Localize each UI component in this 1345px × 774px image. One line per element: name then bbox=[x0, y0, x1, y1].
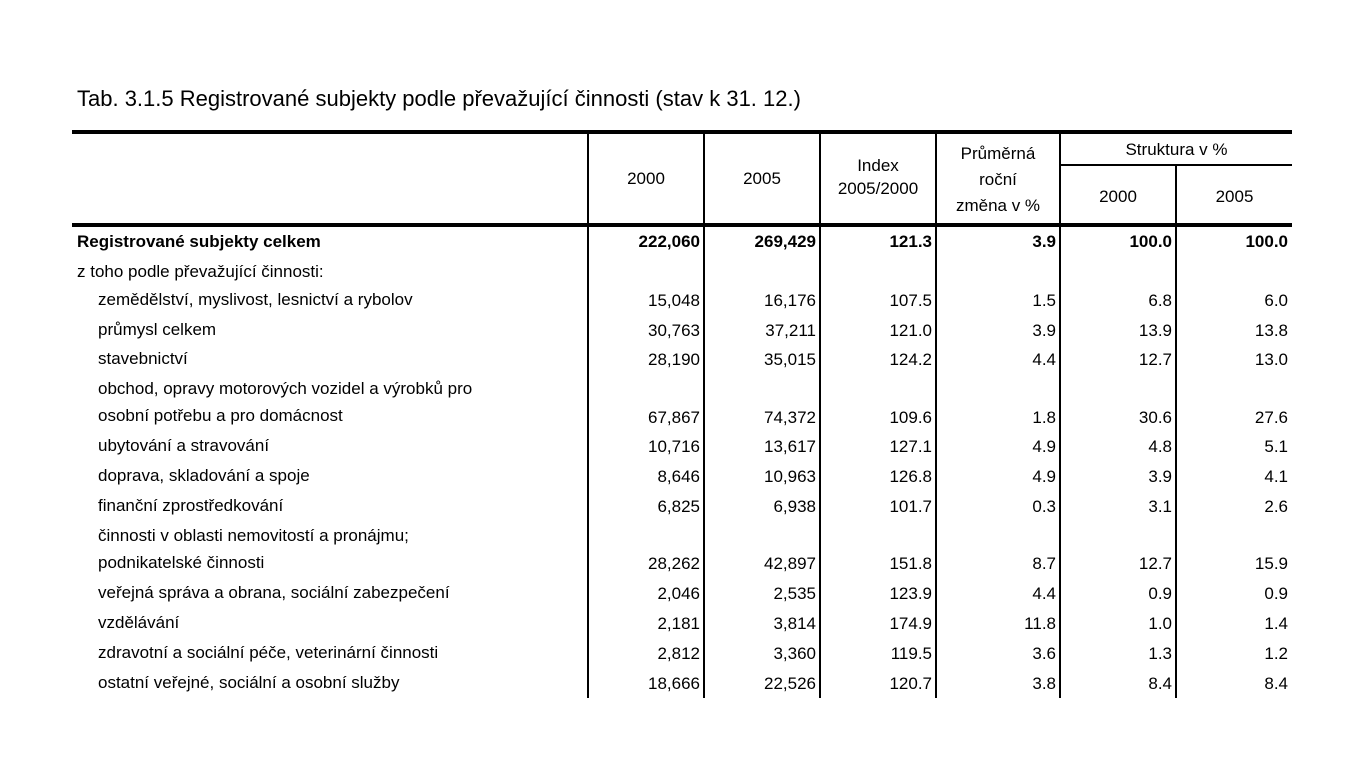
header-index bbox=[821, 154, 935, 200]
value-2000: 30,763 bbox=[648, 321, 700, 340]
value-structure-2000: 12.7 bbox=[1138, 554, 1172, 573]
value-structure-2005: 15.9 bbox=[1254, 554, 1288, 573]
value-2005: 37,211 bbox=[765, 321, 816, 340]
value-2000: 8,646 bbox=[657, 467, 700, 486]
row-label-line1: obchod, opravy motorových vozidel a výrobků pro bbox=[98, 379, 473, 398]
value-structure-2005: 1.4 bbox=[1264, 614, 1288, 633]
value-2000: 28,190 bbox=[648, 350, 700, 369]
value-avg-change: 4.4 bbox=[1032, 350, 1056, 369]
value-structure-2005: 0.9 bbox=[1264, 584, 1288, 603]
value-avg-change: 4.9 bbox=[1032, 437, 1056, 456]
value-structure-2000: 12.7 bbox=[1138, 350, 1172, 369]
header-avg-line1: Průměrná bbox=[960, 144, 1036, 163]
value-structure-2005: 4.1 bbox=[1264, 467, 1288, 486]
value-2000: 15,048 bbox=[648, 291, 700, 310]
value-2005: 6,938 bbox=[773, 497, 816, 516]
value-2005: 42,897 bbox=[764, 554, 816, 573]
value-2005: 3,814 bbox=[773, 614, 816, 633]
total-label: Registrované subjekty celkem bbox=[77, 232, 321, 251]
value-2005: 16,176 bbox=[764, 291, 816, 310]
table-title: Tab. 3.1.5 Registrované subjekty podle převažující činnosti (stav k 31. 12.) bbox=[77, 86, 801, 111]
value-avg-change: 1.5 bbox=[1032, 291, 1056, 310]
row-label: podnikatelské činnosti bbox=[98, 553, 265, 572]
value-avg-change: 3.8 bbox=[1032, 674, 1056, 693]
value-structure-2000: 0.9 bbox=[1148, 584, 1172, 603]
header-index-line2: 2005/2000 bbox=[837, 179, 919, 198]
value-2000: 6,825 bbox=[657, 497, 700, 516]
value-avg-change: 11.8 bbox=[1024, 614, 1056, 633]
value-index: 101.7 bbox=[889, 497, 932, 516]
total-2000: 222,060 bbox=[638, 232, 700, 251]
col-divider-6 bbox=[1175, 166, 1177, 698]
value-structure-2005: 5.1 bbox=[1264, 437, 1288, 456]
value-2000: 2,046 bbox=[657, 584, 700, 603]
col-divider-5 bbox=[1059, 134, 1061, 698]
value-index: 123.9 bbox=[889, 584, 932, 603]
value-structure-2005: 13.8 bbox=[1254, 321, 1288, 340]
value-2005: 13,617 bbox=[764, 437, 816, 456]
value-index: 127.1 bbox=[889, 437, 932, 456]
value-structure-2005: 2.6 bbox=[1264, 497, 1288, 516]
row-label: osobní potřebu a pro domácnost bbox=[98, 406, 343, 425]
header-avg-line2: roční bbox=[979, 170, 1017, 189]
value-index: 109.6 bbox=[889, 408, 932, 427]
value-structure-2000: 4.8 bbox=[1148, 437, 1172, 456]
value-structure-2000: 8.4 bbox=[1148, 674, 1172, 693]
subtitle: z toho podle převažující činnosti: bbox=[77, 262, 324, 281]
value-structure-2000: 30.6 bbox=[1138, 408, 1172, 427]
header-bottom-rule bbox=[72, 223, 1292, 227]
value-2000: 10,716 bbox=[648, 437, 700, 456]
total-2005: 269,429 bbox=[754, 232, 816, 251]
value-2000: 2,812 bbox=[657, 644, 700, 663]
value-2000: 18,666 bbox=[648, 674, 700, 693]
row-label: veřejná správa a obrana, sociální zabezpečení bbox=[98, 583, 450, 602]
value-structure-2000: 13.9 bbox=[1138, 321, 1172, 340]
header-structure-2000: 2000 bbox=[1099, 187, 1137, 206]
row-label: doprava, skladování a spoje bbox=[98, 466, 310, 485]
value-index: 107.5 bbox=[889, 291, 932, 310]
value-2005: 2,535 bbox=[773, 584, 816, 603]
value-index: 174.9 bbox=[889, 614, 932, 633]
value-2005: 35,015 bbox=[764, 350, 816, 369]
value-index: 121.0 bbox=[889, 321, 932, 340]
value-2000: 28,262 bbox=[648, 554, 700, 573]
header-avg-change bbox=[937, 141, 1059, 219]
row-label: zdravotní a sociální péče, veterinární činnosti bbox=[98, 643, 439, 662]
value-2005: 3,360 bbox=[773, 644, 816, 663]
row-label: vzdělávání bbox=[98, 613, 180, 632]
value-avg-change: 0.3 bbox=[1032, 497, 1056, 516]
total-structure-2000: 100.0 bbox=[1129, 232, 1172, 251]
value-avg-change: 8.7 bbox=[1032, 554, 1056, 573]
col-divider-1 bbox=[587, 134, 589, 698]
value-structure-2005: 8.4 bbox=[1264, 674, 1288, 693]
header-avg-line3: změna v % bbox=[955, 196, 1041, 215]
value-index: 119.5 bbox=[890, 644, 932, 663]
value-structure-2005: 27.6 bbox=[1254, 408, 1288, 427]
value-structure-2000: 6.8 bbox=[1148, 291, 1172, 310]
header-structure: Struktura v % bbox=[1125, 140, 1228, 159]
value-index: 124.2 bbox=[889, 350, 932, 369]
row-label: ubytování a stravování bbox=[98, 436, 270, 455]
value-structure-2005: 13.0 bbox=[1254, 350, 1288, 369]
value-structure-2005: 1.2 bbox=[1264, 644, 1288, 663]
value-structure-2000: 1.0 bbox=[1148, 614, 1172, 633]
value-2005: 10,963 bbox=[764, 467, 816, 486]
row-label: ostatní veřejné, sociální a osobní služby bbox=[98, 673, 400, 692]
value-2005: 74,372 bbox=[764, 408, 816, 427]
col-divider-2 bbox=[703, 134, 705, 698]
value-2000: 67,867 bbox=[648, 408, 700, 427]
header-structure-2005: 2005 bbox=[1215, 187, 1254, 206]
col-divider-3 bbox=[819, 134, 821, 698]
row-label: průmysl celkem bbox=[98, 320, 217, 339]
table-top-rule bbox=[72, 130, 1292, 134]
row-label-line1: činnosti v oblasti nemovitostí a pronájmu; bbox=[98, 526, 409, 545]
total-avg: 3.9 bbox=[1032, 232, 1056, 251]
value-2005: 22,526 bbox=[764, 674, 816, 693]
row-label: stavebnictví bbox=[98, 349, 188, 368]
value-structure-2000: 3.1 bbox=[1148, 497, 1172, 516]
value-avg-change: 4.4 bbox=[1032, 584, 1056, 603]
value-index: 126.8 bbox=[889, 467, 932, 486]
value-structure-2000: 3.9 bbox=[1148, 467, 1172, 486]
header-2005: 2005 bbox=[743, 169, 781, 188]
row-label: zemědělství, myslivost, lesnictví a rybolov bbox=[98, 290, 413, 309]
value-avg-change: 3.9 bbox=[1032, 321, 1056, 340]
value-avg-change: 4.9 bbox=[1032, 467, 1056, 486]
value-avg-change: 3.6 bbox=[1032, 644, 1056, 663]
total-structure-2005: 100.0 bbox=[1245, 232, 1288, 251]
header-2000: 2000 bbox=[627, 169, 665, 188]
value-structure-2005: 6.0 bbox=[1264, 291, 1288, 310]
value-structure-2000: 1.3 bbox=[1148, 644, 1172, 663]
header-index-line1: Index bbox=[857, 156, 899, 175]
value-index: 120.7 bbox=[889, 674, 932, 693]
total-index: 121.3 bbox=[889, 232, 932, 251]
value-index: 151.8 bbox=[889, 554, 932, 573]
row-label: finanční zprostředkování bbox=[98, 496, 284, 515]
value-2000: 2,181 bbox=[657, 614, 700, 633]
value-avg-change: 1.8 bbox=[1032, 408, 1056, 427]
